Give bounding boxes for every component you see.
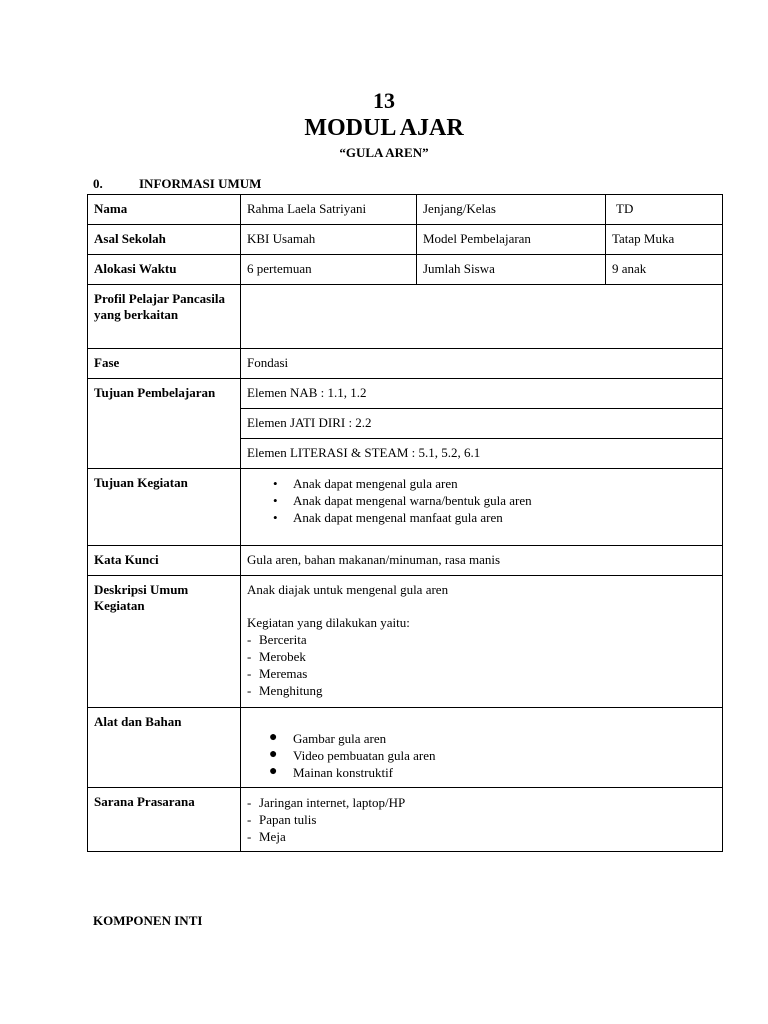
info-table [87, 194, 723, 852]
activities-heading: Kegiatan yang dilakukan yaitu: [247, 615, 410, 630]
list-item-text: Meremas [259, 666, 308, 681]
list-item-text: Menghitung [259, 683, 323, 698]
label-alokasi: Alokasi Waktu [88, 255, 241, 285]
title-block [0, 88, 768, 162]
label-model: Model Pembelajaran [417, 225, 606, 255]
bullet-icon: ● [269, 747, 278, 762]
list-item-text: Anak dapat mengenal gula aren [293, 476, 458, 491]
label-sarana: Sarana Prasarana [88, 788, 241, 852]
value-profil [241, 285, 723, 349]
row-fase [88, 349, 723, 379]
list-item: - Bercerita [247, 632, 307, 647]
list-item [269, 730, 716, 747]
value-elemen-nab: Elemen NAB : 1.1, 1.2 [241, 379, 723, 409]
label-asal-sekolah: Asal Sekolah [88, 225, 241, 255]
label-tujuan-kegiatan: Tujuan Kegiatan [88, 469, 241, 546]
value-tujuan-kegiatan [241, 469, 723, 546]
label-tujuan-pembelajaran: Tujuan Pembelajaran [88, 379, 241, 469]
row-sarana [88, 788, 723, 852]
list-item [269, 747, 716, 764]
label-jumlah-siswa: Jumlah Siswa [417, 255, 606, 285]
list-item: - Merobek [247, 649, 306, 664]
value-model: Tatap Muka [606, 225, 723, 255]
value-sarana [241, 788, 723, 852]
section-title: INFORMASI UMUM [139, 176, 262, 191]
list-item [273, 475, 716, 492]
list-item [273, 509, 716, 526]
label-fase: Fase [88, 349, 241, 379]
module-title: MODUL AJAR [304, 115, 464, 141]
value-alokasi: 6 pertemuan [241, 255, 417, 285]
value-nama: Rahma Laela Satriyani [241, 195, 417, 225]
row-tujuan-pembelajaran [88, 379, 723, 409]
row-nama [88, 195, 723, 225]
bullet-icon: • [273, 493, 278, 508]
row-asal-sekolah [88, 225, 723, 255]
section-number: 0. [93, 176, 103, 191]
list-item-text: Mainan konstruktif [293, 765, 394, 780]
list-item: - Meja [247, 829, 286, 844]
list-item [273, 492, 716, 509]
deskripsi-intro: Anak diajak untuk mengenal gula aren [247, 582, 449, 597]
list-item-text: Anak dapat mengenal manfaat gula aren [293, 510, 503, 525]
label-jenjang: Jenjang/Kelas [417, 195, 606, 225]
bullet-icon: ● [269, 764, 278, 779]
value-alat-bahan [241, 708, 723, 788]
bullet-icon: ● [269, 730, 278, 745]
section-heading [93, 176, 261, 192]
list-item: - Jaringan internet, laptop/HP [247, 795, 406, 810]
value-elemen-jati-diri: Elemen JATI DIRI : 2.2 [241, 409, 723, 439]
row-alat-bahan [88, 708, 723, 788]
list-item-text: Anak dapat mengenal warna/bentuk gula aren [293, 493, 532, 508]
row-kata-kunci [88, 546, 723, 576]
row-tujuan-kegiatan [88, 469, 723, 546]
label-deskripsi: Deskripsi Umum Kegiatan [88, 576, 241, 708]
list-item-text: Meja [259, 829, 286, 844]
value-kata-kunci: Gula aren, bahan makanan/minuman, rasa manis [241, 546, 723, 576]
module-number: 13 [373, 88, 395, 113]
komponen-inti-heading: KOMPONEN INTI [93, 913, 203, 928]
list-item [269, 764, 716, 781]
list-item-text: Gambar gula aren [293, 731, 387, 746]
list-item: - Papan tulis [247, 812, 317, 827]
list-item-text: Video pembuatan gula aren [293, 748, 436, 763]
list-item-text: Papan tulis [259, 812, 317, 827]
row-alokasi [88, 255, 723, 285]
value-deskripsi [241, 576, 723, 708]
list-item: - Menghitung [247, 683, 323, 698]
list-item: - Meremas [247, 666, 308, 681]
list-item-text: Jaringan internet, laptop/HP [259, 795, 406, 810]
label-profil: Profil Pelajar Pancasila yang berkaitan [88, 285, 241, 349]
value-elemen-literasi: Elemen LITERASI & STEAM : 5.1, 5.2, 6.1 [241, 439, 723, 469]
bullet-icon: • [273, 510, 278, 525]
value-fase: Fondasi [241, 349, 723, 379]
value-jenjang: TD [606, 195, 723, 225]
label-kata-kunci: Kata Kunci [88, 546, 241, 576]
row-deskripsi [88, 576, 723, 708]
row-profil [88, 285, 723, 349]
alat-bahan-list [247, 730, 716, 781]
bullet-icon: • [273, 476, 278, 491]
label-alat-bahan: Alat dan Bahan [88, 708, 241, 788]
activities-list [247, 631, 716, 699]
module-subtitle: “GULA AREN” [339, 145, 429, 160]
list-item-text: Bercerita [259, 632, 307, 647]
value-jumlah-siswa: 9 anak [606, 255, 723, 285]
value-asal-sekolah: KBI Usamah [241, 225, 417, 255]
tujuan-kegiatan-list [247, 475, 716, 526]
sarana-list [247, 794, 716, 845]
list-item-text: Merobek [259, 649, 306, 664]
label-nama: Nama [88, 195, 241, 225]
